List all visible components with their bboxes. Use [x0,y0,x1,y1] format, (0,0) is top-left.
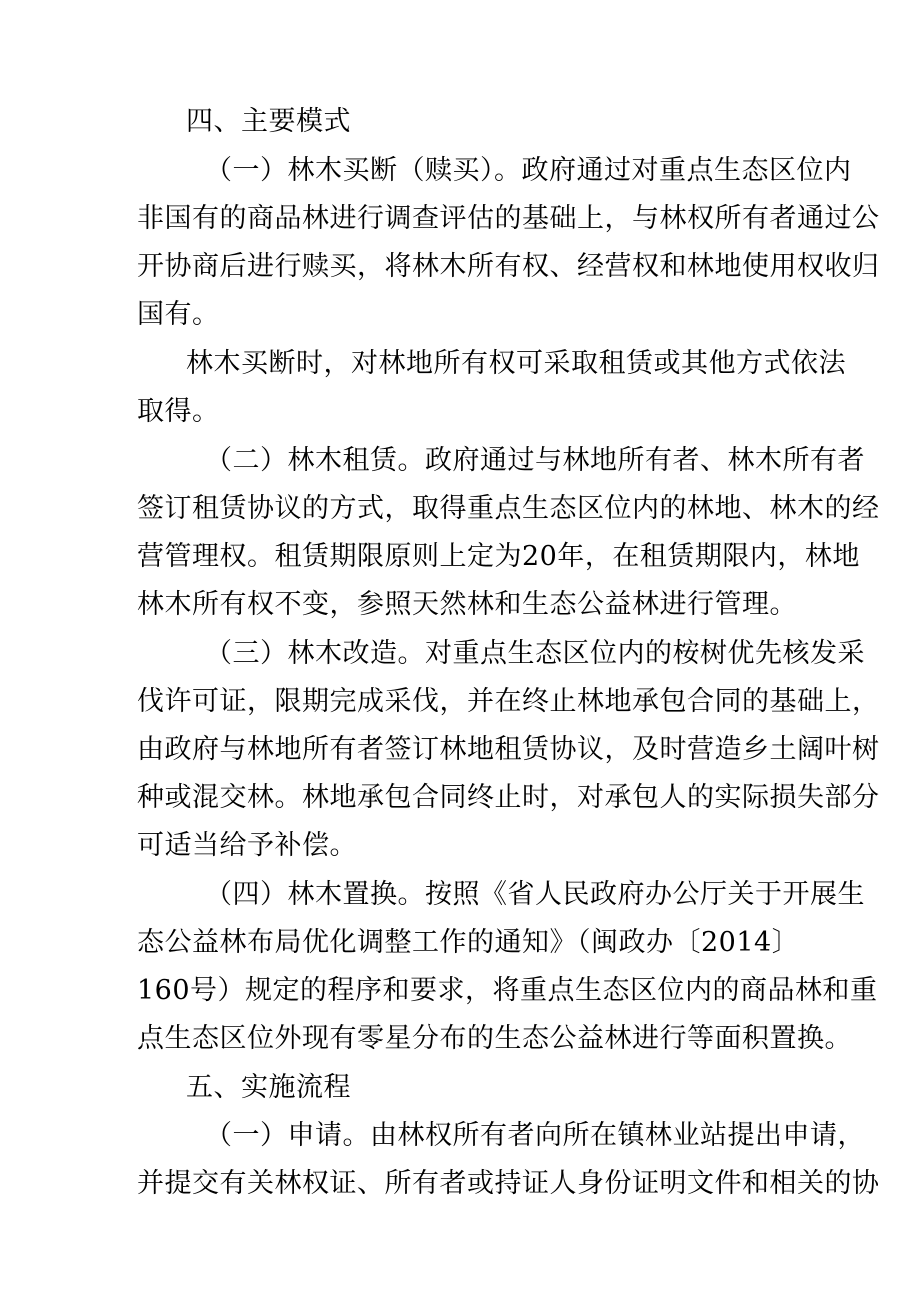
paragraph-line: 伐许可证，限期完成采伐，并在终止林地承包合同的基础上， [137,686,880,717]
paragraph-line: 取得。 [137,396,220,427]
paragraph-line: 由政府与林地所有者签订林地租赁协议，及时营造乡土阔叶树 [137,734,880,765]
paragraph-line: 林木所有权不变，参照天然林和生态公益林进行管理。 [137,589,797,620]
paragraph-line: 并提交有关林权证、所有者或持证人身份证明文件和相关的协 [137,1168,880,1199]
paragraph-line: 签订租赁协议的方式，取得重点生态区位内的林地、林木的经 [137,493,880,524]
paragraph-line: 国有。 [137,299,220,330]
paragraph-line: 林木买断时，对林地所有权可采取租赁或其他方式依法 [186,348,846,379]
paragraph-line: 种或混交林。林地承包合同终止时，对承包人的实际损失部分 [137,782,880,813]
paragraph-line: 160号）规定的程序和要求，将重点生态区位内的商品林和重 [137,975,878,1006]
paragraph-line: 可适当给予补偿。 [137,830,357,861]
paragraph-line: 态公益林布局优化调整工作的通知》（闽政办〔2014〕 [137,927,800,958]
paragraph-line: （一）申请。由林权所有者向所在镇林业站提出申请， [205,1120,865,1151]
paragraph-line: 营管理权。租赁期限原则上定为20年，在租赁期限内，林地 [137,541,860,572]
paragraph-line: 点生态区位外现有零星分布的生态公益林进行等面积置换。 [137,1023,852,1054]
section-heading-main-modes: 四、主要模式 [186,106,351,137]
paragraph-line: （三）林木改造。对重点生态区位内的桉树优先核发采 [205,638,865,669]
paragraph-line: （二）林木租赁。政府通过与林地所有者、林木所有者 [205,445,865,476]
section-heading-implementation: 五、实施流程 [186,1072,351,1103]
paragraph-line: 开协商后进行赎买，将林木所有权、经营权和林地使用权收归 [137,251,880,282]
paragraph-line: （一）林木买断（赎买）。政府通过对重点生态区位内 [205,155,852,186]
paragraph-line: 非国有的商品林进行调查评估的基础上，与林权所有者通过公 [137,203,880,234]
paragraph-line: （四）林木置换。按照《省人民政府办公厅关于开展生 [205,879,865,910]
